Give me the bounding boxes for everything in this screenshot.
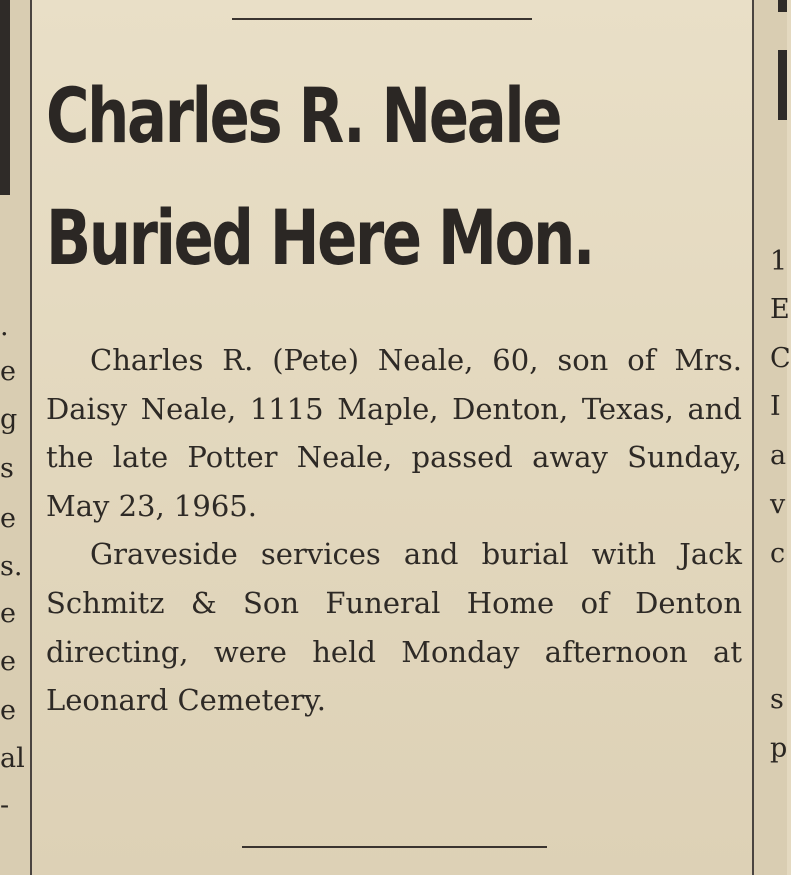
right-fragment: v xyxy=(770,489,786,520)
right-fragment: E xyxy=(770,294,790,325)
article-paragraph: Charles R. (Pete) Neale, 60, son of Mrs. Daisy Neale, 1115 Maple, Denton, Texas, and the late Potter Neale, passed away Sunday, May 23, 1965. xyxy=(46,343,742,523)
right-adjacent-column xyxy=(752,0,791,875)
left-fragment: e xyxy=(0,695,16,726)
right-fragment: 1 xyxy=(770,246,788,277)
left-fragment: e xyxy=(0,598,16,629)
top-divider-rule xyxy=(232,18,532,20)
right-column-dark-bar xyxy=(778,50,787,120)
left-adjacent-column xyxy=(0,0,32,875)
right-column-dark-bar xyxy=(778,0,787,12)
left-fragment: e xyxy=(0,646,16,677)
headline-line-2: Buried Here Mon. xyxy=(46,193,594,282)
article-paragraph: Graveside services and burial with Jack Schmitz & Son Funeral Home of Denton directing, were held Monday afternoon at Leonard Cemetery. xyxy=(46,537,742,718)
left-fragment: g xyxy=(0,404,18,435)
left-fragment: - xyxy=(0,790,10,821)
right-fragment: C xyxy=(770,343,791,374)
left-fragment: . xyxy=(0,311,9,342)
article-body xyxy=(46,336,742,725)
left-fragment: e xyxy=(0,503,16,534)
right-fragment: I xyxy=(770,391,781,422)
left-fragment: s. xyxy=(0,551,23,582)
bottom-divider-rule xyxy=(242,846,547,848)
left-fragment: s xyxy=(0,453,14,484)
right-fragment: p xyxy=(770,733,788,764)
right-fragment: s xyxy=(770,684,784,715)
left-fragment: al xyxy=(0,743,25,774)
right-fragment: a xyxy=(770,440,787,471)
left-fragment: e xyxy=(0,356,16,387)
right-fragment: c xyxy=(770,538,786,569)
left-column-dark-bar xyxy=(0,0,10,195)
headline-line-1: Charles R. Neale xyxy=(46,71,561,160)
